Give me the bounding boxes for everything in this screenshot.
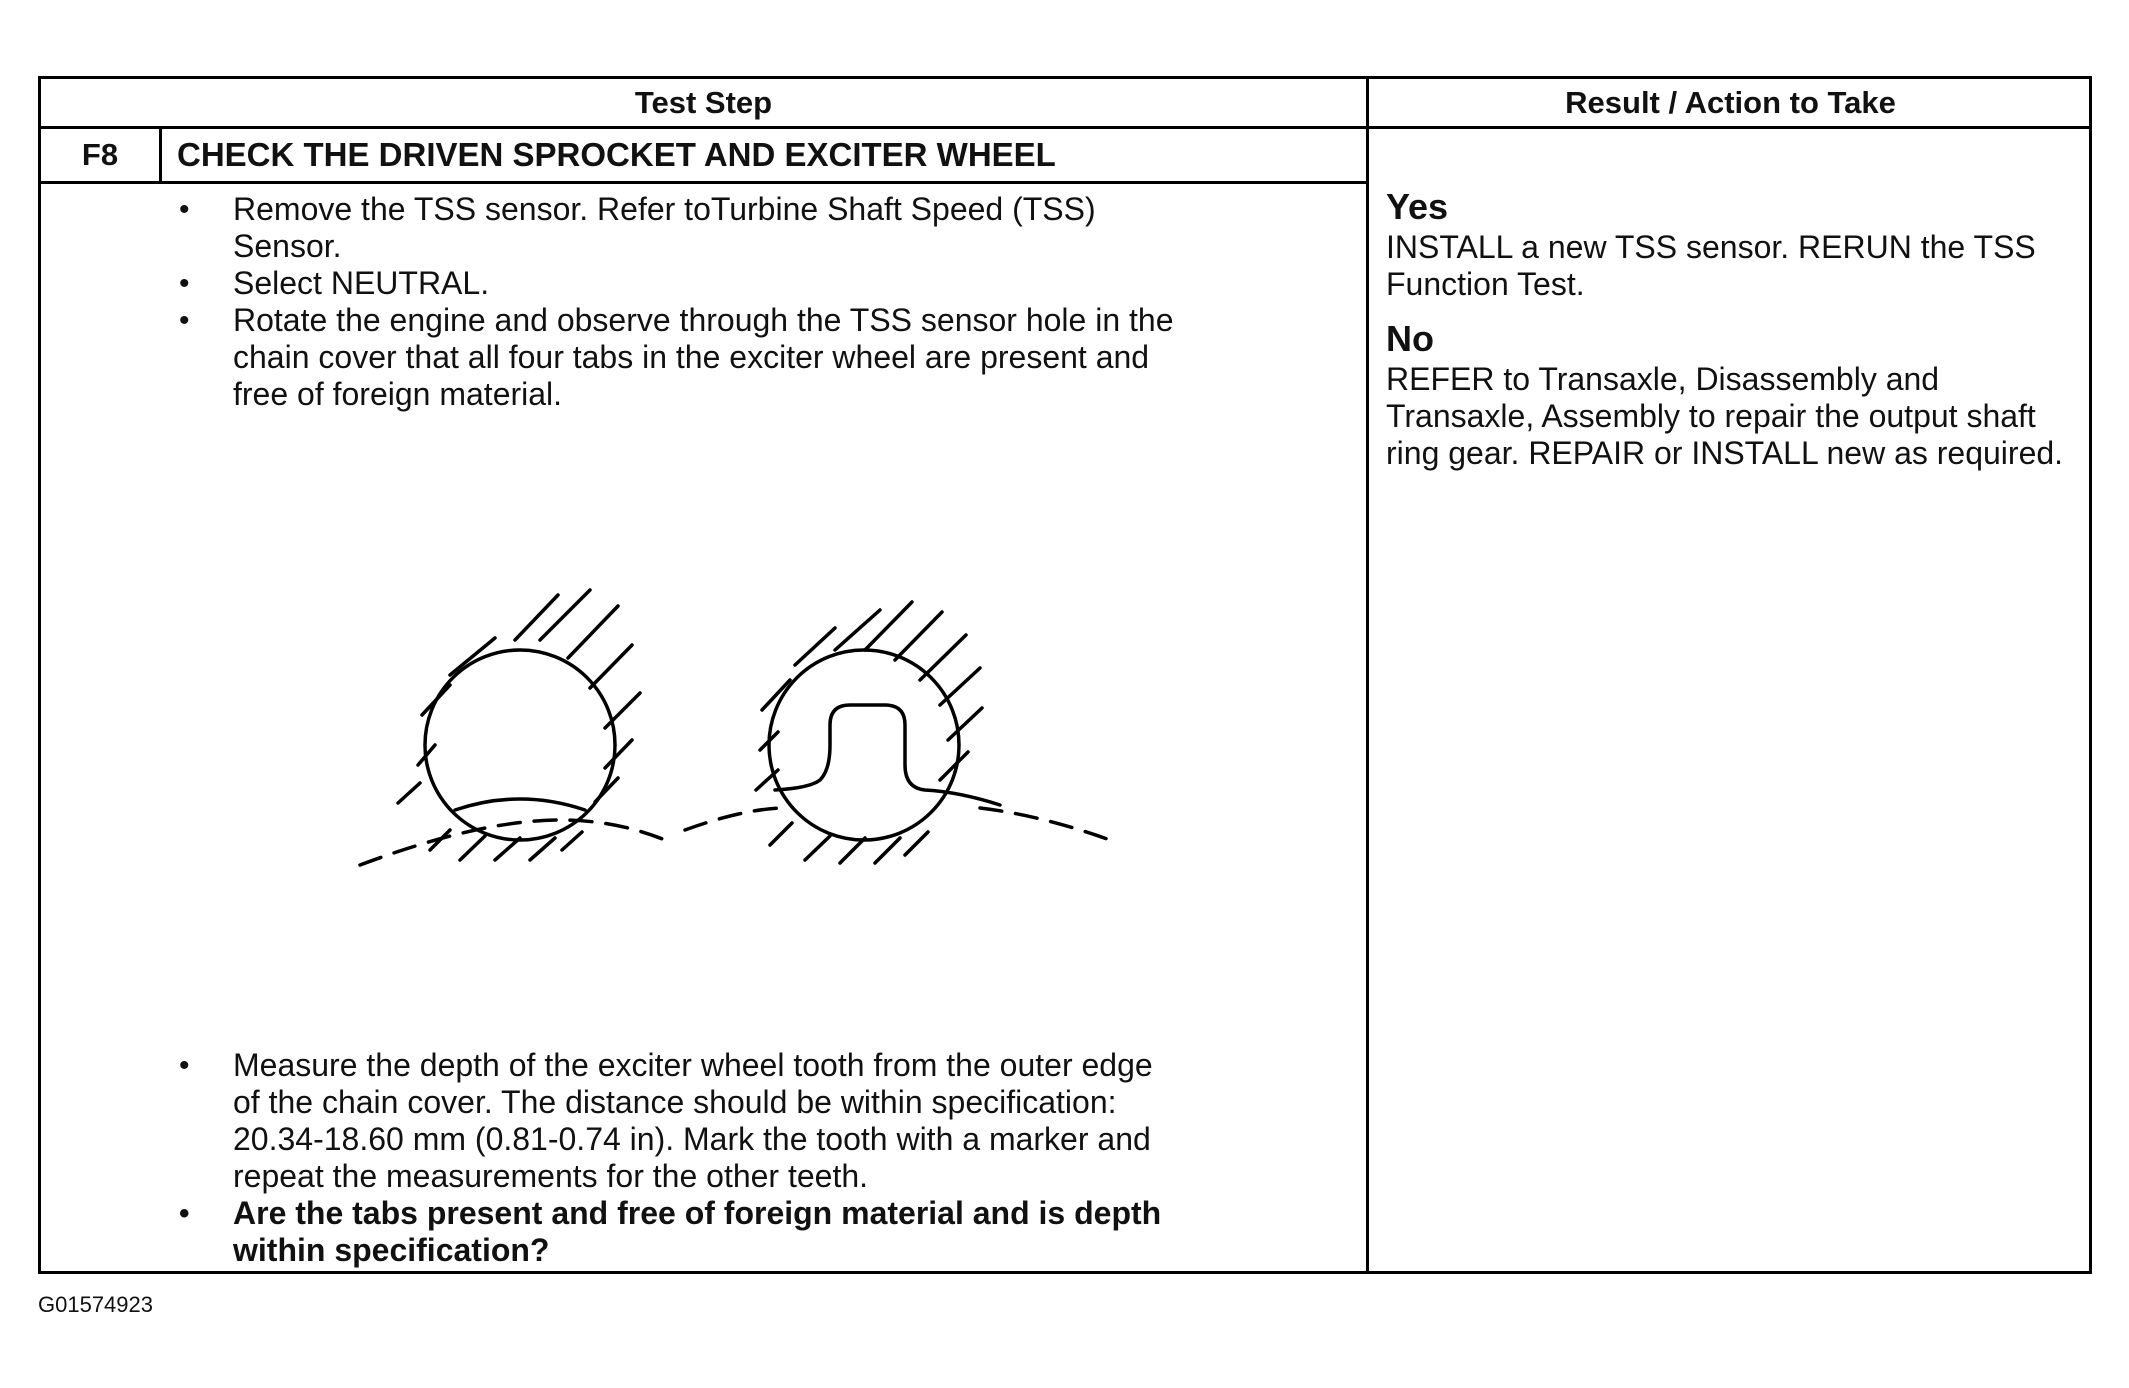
bullet-icon: • [179,304,190,337]
instruction-item [41,265,1176,302]
bullet-icon: • [179,267,190,300]
exciter-wheel-illustration [300,520,1160,940]
instruction-item [41,1047,1176,1195]
result-yes-label: Yes [1386,186,1449,227]
instruction-item [41,191,1176,265]
instruction-text: Remove the TSS sensor. Refer toTurbine Shaft Speed (TSS) Sensor. [233,191,1096,264]
result-cell [1386,185,2086,472]
step-title: CHECK THE DRIVEN SPROCKET AND EXCITER WHEEL [177,136,1056,173]
result-no-text: REFER to Transaxle, Disassembly and Transaxle, Assembly to repair the output shaft ring gear. REPAIR or INSTALL new as required. [1386,361,2064,471]
header-result-action: Result / Action to Take [1565,85,1896,120]
question-text: Are the tabs present and free of foreign material and is depth within specification? [233,1195,1162,1268]
header-test-step: Test Step [634,85,773,120]
instruction-item [41,302,1176,413]
step-id-divider [159,126,162,184]
instruction-list-top [41,191,1176,413]
bullet-icon: • [179,193,190,226]
right-view-circle [769,650,959,840]
instruction-text: Rotate the engine and observe through the TSS sensor hole in the chain cover that all four tabs in the exciter wheel are present and free of foreign material. [233,302,1174,412]
bullet-icon: • [179,1049,190,1082]
instruction-list-bottom [41,1047,1176,1269]
instruction-text: Measure the depth of the exciter wheel tooth from the outer edge of the chain cover. The distance should be within specification: 20.34-18.60 mm (0.81-0.74 in). Mark the tooth with a marker and repeat the measurements for the other teeth. [233,1047,1153,1194]
step-title-rule [41,181,1369,184]
left-tab-outline [455,799,585,810]
left-view-circle [425,650,615,840]
column-divider [1366,79,1369,1271]
instruction-text: Select NEUTRAL. [233,265,490,301]
result-yes-text: INSTALL a new TSS sensor. RERUN the TSS Function Test. [1386,229,2036,302]
figure-code: G01574923 [38,1292,153,1317]
step-id: F8 [81,137,119,172]
bullet-icon: • [179,1197,190,1230]
result-no-label: No [1386,318,1434,359]
instruction-question [41,1195,1176,1269]
